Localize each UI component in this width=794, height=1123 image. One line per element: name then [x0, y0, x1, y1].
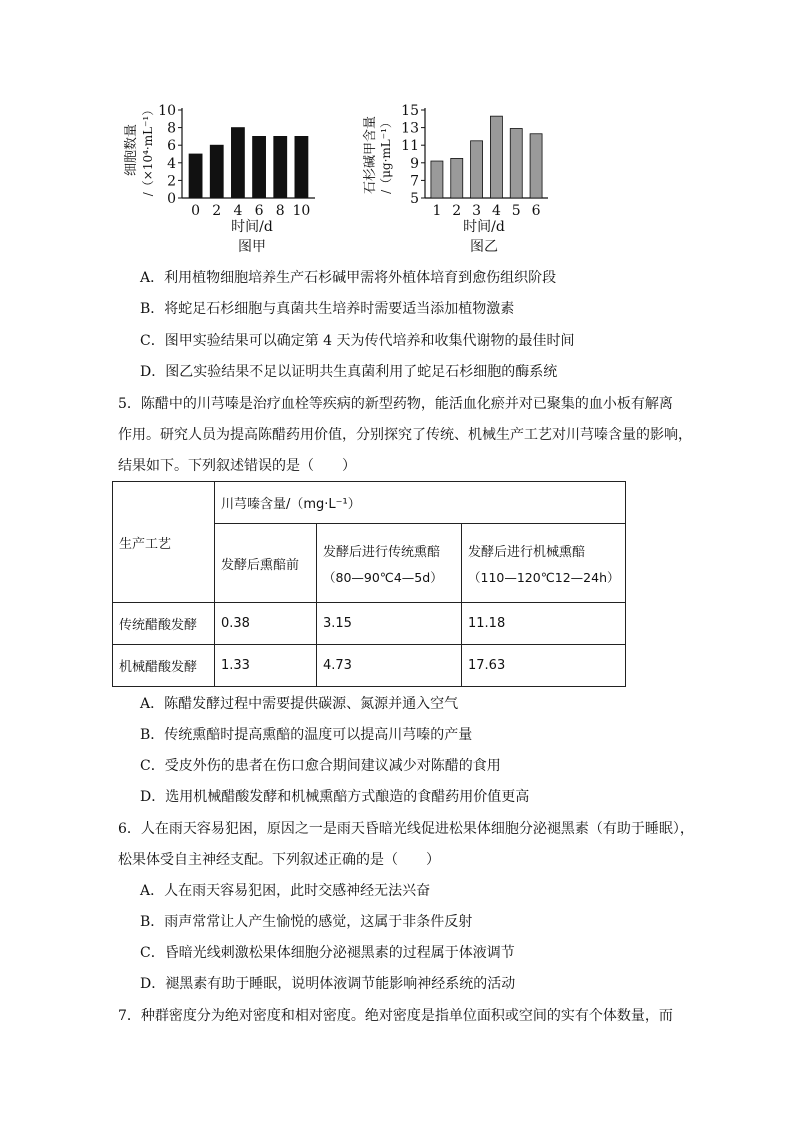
cell: 1.33 [215, 645, 317, 687]
x-tick-label: 5 [511, 203, 521, 219]
x-tick-label: 8 [275, 203, 285, 219]
chart-b-x-ticks [432, 203, 540, 219]
bar [210, 145, 223, 198]
chart-a-caption: 图甲 [238, 239, 266, 255]
chart-b-caption: 图乙 [470, 239, 498, 255]
chart-a-xlabel: 时间/d [231, 219, 273, 235]
cell: 4.73 [317, 645, 462, 687]
col2-title: 发酵后进行传统熏醅 [323, 544, 441, 560]
q6-stem-line1: 6．人在雨天容易犯困，原因之一是雨天昏暗光线促进松果体细胞分泌褪黑素（有助于睡眠）， [118, 821, 694, 837]
q4-option-b: B．将蛇足石杉细胞与真菌共生培养时需要适当添加植物激素 [140, 301, 515, 317]
q6-option-a: A．人在雨天容易犯困，此时交感神经无法兴奋 [140, 883, 431, 899]
x-tick-label: 2 [212, 203, 222, 219]
x-tick-label: 1 [432, 203, 442, 219]
y-tick-label: 9 [410, 155, 419, 172]
table-col-before-smoking: 发酵后熏醅前 [215, 524, 317, 603]
col3-title: 发酵后进行机械熏醅 [468, 544, 586, 560]
y-tick-label: 15 [401, 103, 419, 119]
table-row-header: 生产工艺 [113, 482, 215, 603]
table-col-traditional-smoking [317, 524, 462, 603]
y-tick-label: 11 [401, 138, 419, 155]
q6-option-b: B．雨声常常让人产生愉悦的感觉，这属于非条件反射 [140, 914, 473, 930]
x-tick-label: 10 [292, 203, 311, 219]
chart-a-ylabel-line2: /（×10⁴·mL⁻¹） [141, 103, 155, 197]
chart-b-axes [425, 108, 548, 198]
q5-option-d: D．选用机械醋酸发酵和机械熏醅方式酿造的食醋药用价值更高 [140, 789, 530, 805]
q5-stem-line1: 5．陈醋中的川芎嗪是治疗血栓等疾病的新型药物，能活血化瘀并对已聚集的血小板有解离 [118, 396, 673, 412]
x-tick-label: 0 [191, 203, 201, 219]
q6-option-c: C．昏暗光线刺激松果体细胞分泌褪黑素的过程属于体液调节 [140, 945, 515, 961]
bar [253, 136, 266, 198]
bar [471, 141, 483, 198]
x-tick-label: 3 [472, 203, 482, 219]
table-row [113, 645, 626, 687]
bar [490, 116, 502, 198]
bar [451, 158, 463, 198]
cell: 17.63 [462, 645, 626, 687]
row-label: 机械醋酸发酵 [113, 645, 215, 687]
y-tick-label: 0 [167, 191, 176, 207]
y-tick-label: 5 [410, 191, 419, 207]
q5-option-c: C．受皮外伤的患者在伤口愈合期间建议减少对陈醋的食用 [140, 758, 501, 774]
bar [231, 128, 244, 198]
y-tick-label: 6 [167, 138, 176, 155]
chart-a-bars [189, 128, 308, 198]
q5-option-a: A．陈醋发酵过程中需要提供碳源、氮源并通入空气 [140, 696, 459, 712]
chart-b-ylabel-line2: /（μg·mL⁻¹） [379, 116, 393, 194]
chart-b-y-ticks [401, 103, 425, 207]
cell: 3.15 [317, 603, 462, 645]
y-tick-label: 7 [410, 173, 419, 190]
y-tick-label: 4 [167, 155, 176, 172]
q5-option-b: B．传统熏醅时提高熏醅的温度可以提高川芎嗪的产量 [140, 727, 473, 743]
chart-huperzine-content [355, 100, 575, 260]
x-tick-label: 4 [233, 203, 243, 219]
bar [530, 134, 542, 198]
chart-cell-count [110, 100, 330, 260]
bar [510, 128, 522, 198]
q6-option-d: D．褪黑素有助于睡眠，说明体液调节能影响神经系统的活动 [140, 976, 516, 992]
q5-stem-line3: 结果如下。下列叙述错误的是（ ） [118, 458, 356, 474]
q5-stem-line2: 作用。研究人员为提高陈醋药用价值，分别探究了传统、机械生产工艺对川芎嗪含量的影响， [118, 427, 692, 443]
chart-a-x-ticks [191, 203, 310, 219]
chart-a-y-ticks [158, 103, 182, 207]
y-tick-label: 13 [401, 120, 419, 137]
col2-condition: （80—90℃4—5d） [323, 569, 443, 585]
cell: 0.38 [215, 603, 317, 645]
x-tick-label: 4 [491, 203, 501, 219]
x-tick-label: 6 [531, 203, 541, 219]
x-tick-label: 6 [254, 203, 264, 219]
row-label: 传统醋酸发酵 [113, 603, 215, 645]
chart-b-bars [431, 116, 542, 198]
table-col-mechanical-smoking [462, 524, 626, 603]
bar [295, 136, 308, 198]
cell: 11.18 [462, 603, 626, 645]
q4-option-c: C．图甲实验结果可以确定第 4 天为传代培养和收集代谢物的最佳时间 [140, 333, 575, 349]
y-tick-label: 8 [167, 120, 176, 137]
table-row [113, 603, 626, 645]
bar [189, 154, 202, 198]
x-tick-label: 2 [452, 203, 462, 219]
bar [274, 136, 287, 198]
y-tick-label: 2 [167, 173, 176, 190]
q5-data-table [112, 481, 626, 687]
table-group-header: 川芎嗪含量/（mg·L⁻¹） [215, 482, 626, 524]
y-tick-label: 10 [158, 103, 176, 119]
q4-option-d: D．图乙实验结果不足以证明共生真菌利用了蛇足石杉细胞的酶系统 [140, 364, 558, 380]
bar [431, 161, 443, 198]
q7-stem-line1: 7．种群密度分为绝对密度和相对密度。绝对密度是指单位面积或空间的实有个体数量，而 [118, 1008, 673, 1024]
chart-b-xlabel: 时间/d [463, 219, 505, 235]
chart-a-ylabel-line1: 细胞数量 [124, 123, 139, 177]
q4-option-a: A．利用植物细胞培养生产石杉碱甲需将外植体培育到愈伤组织阶段 [140, 270, 557, 286]
q6-stem-line2: 松果体受自主神经支配。下列叙述正确的是（ ） [118, 852, 440, 868]
col3-condition: （110—120℃12—24h） [468, 569, 620, 585]
chart-b-ylabel-line1: 石杉碱甲含量 [363, 115, 378, 195]
